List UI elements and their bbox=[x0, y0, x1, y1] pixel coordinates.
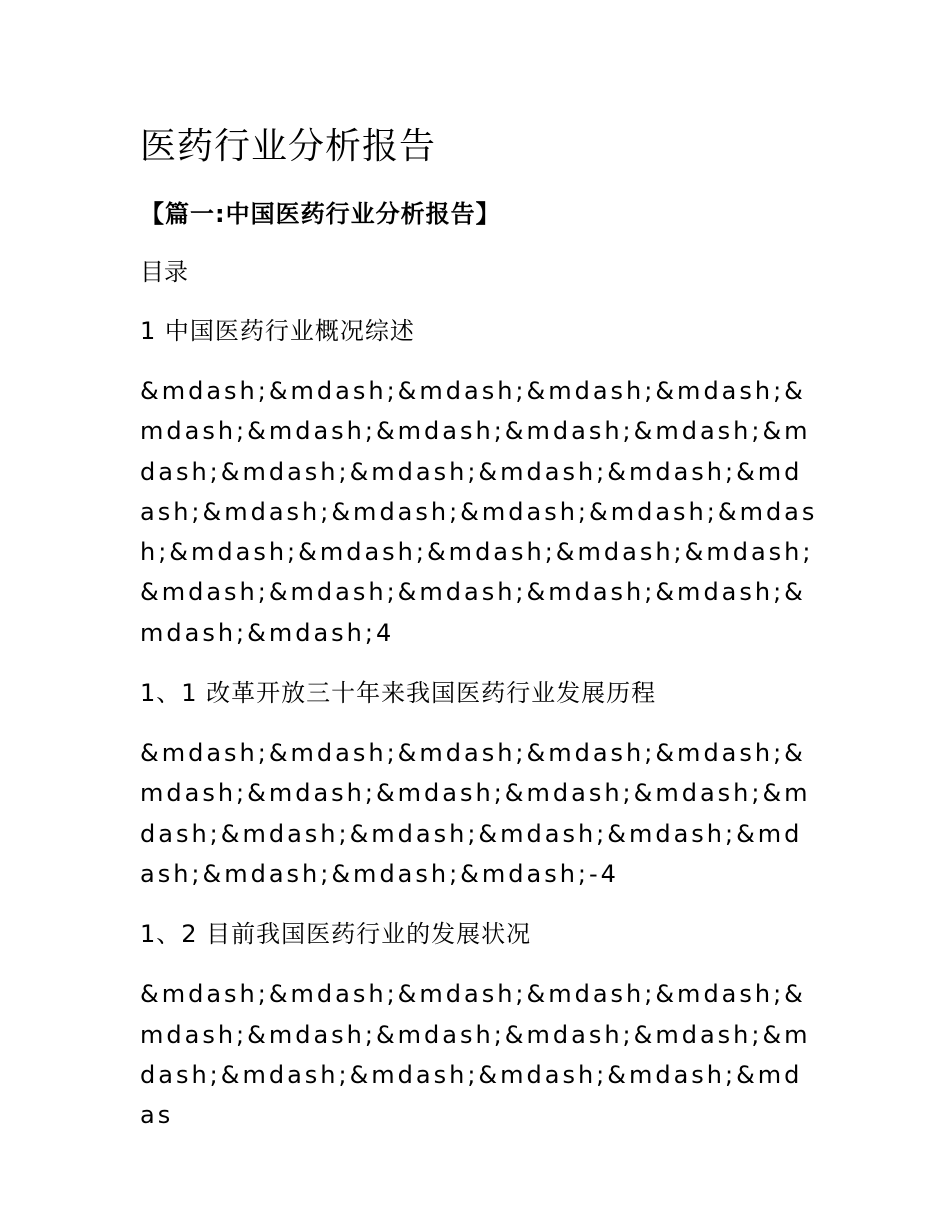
toc-entry bbox=[140, 311, 820, 653]
toc-entry-leader: &mdash;&mdash;&mdash;&mdash;&mdash;&mdash;&mdash;&mdash;&mdash;&mdash;&mdash;&mdash;&mdash;&mdash;&mdash;&mdash;&mdash;&mdash;&mdash;&mdash;&mdash;&mdash;&mdash;&mdash;&mdash;&mdash;&mdash;&mdash;&mdash;&mdash;&mdash;&mdash;&mdash;4 bbox=[140, 377, 818, 647]
toc-entry-leader: &mdash;&mdash;&mdash;&mdash;&mdash;&mdash;&mdash;&mdash;&mdash;&mdash;&mdash;&mdash;&mdash;&mdash;&mdash;&mdash;&mdash;&mdash;&mdash;-4 bbox=[140, 739, 811, 888]
toc-entry-leader: &mdash;&mdash;&mdash;&mdash;&mdash;&mdash;&mdash;&mdash;&mdash;&mdash;&mdash;&mdash;&mdash;&mdash;&mdash;&mdas bbox=[140, 980, 811, 1130]
toc-entry-label: 1、1 改革开放三十年来我国医药行业发展历程 bbox=[140, 679, 657, 708]
toc-entry bbox=[140, 914, 820, 1135]
toc-entry bbox=[140, 673, 820, 894]
toc-entry-label: 1、2 目前我国医药行业的发展状况 bbox=[140, 920, 532, 949]
document-title: 医药行业分析报告 bbox=[140, 126, 437, 167]
toc-entry-label: 1 中国医药行业概况综述 bbox=[140, 317, 415, 345]
section-title: 【篇一:中国医药行业分析报告】 bbox=[140, 200, 501, 228]
table-of-contents bbox=[140, 311, 820, 1155]
toc-heading: 目录 bbox=[140, 258, 188, 286]
